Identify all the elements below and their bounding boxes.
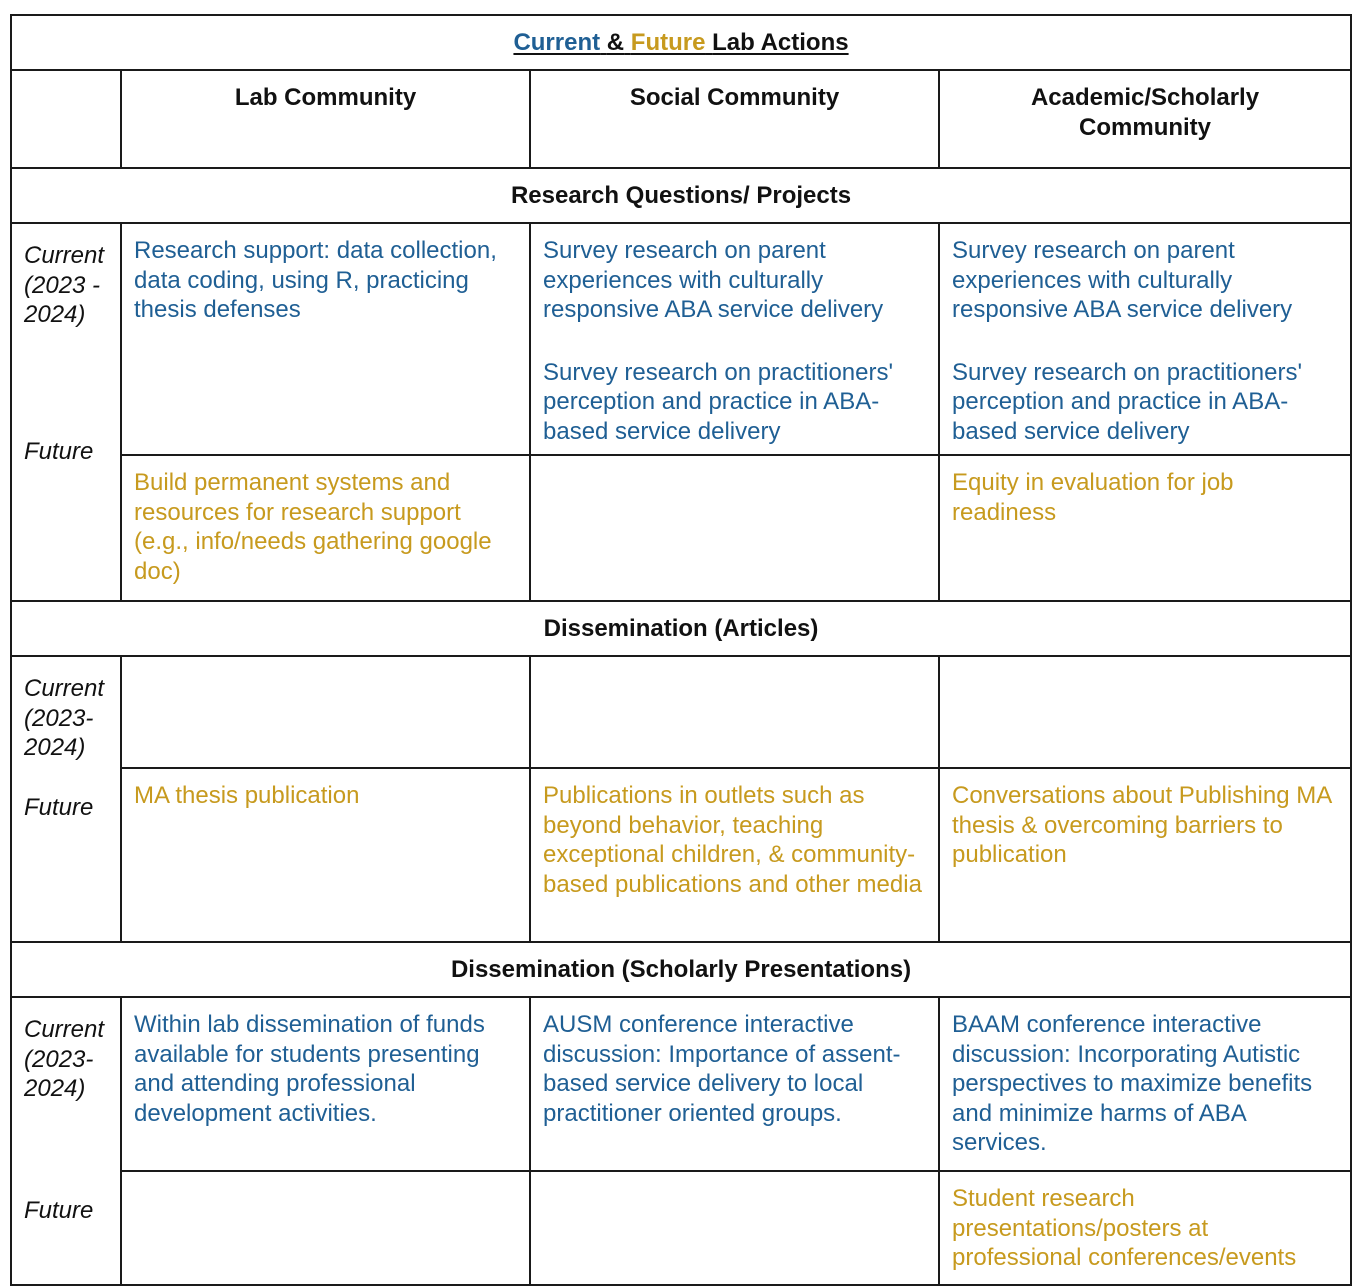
presentations-current-lab: Within lab dissemination of funds available for students presenting and attending professional development activities. bbox=[121, 997, 530, 1171]
articles-future-academic: Conversations about Publishing MA thesis & overcoming barriers to publication bbox=[939, 768, 1351, 942]
research-future-social bbox=[530, 455, 939, 601]
cell-text: Survey research on parent experiences with culturally responsive ABA service delivery bbox=[952, 237, 1293, 323]
table-title bbox=[513, 29, 848, 56]
section-heading-articles: Dissemination (Articles) bbox=[11, 601, 1351, 656]
row-label-current: Current (2023-2024) bbox=[24, 1016, 105, 1102]
research-current-social bbox=[530, 223, 939, 455]
presentations-current-social: AUSM conference interactive discussion: Importance of assent-based service delivery to local practitioner oriented groups. bbox=[530, 997, 939, 1171]
title-future-word: Future bbox=[630, 28, 706, 56]
cell-text: Research support: data collection, data coding, using R, practicing thesis defenses bbox=[134, 237, 497, 323]
articles-current-academic bbox=[939, 656, 1351, 768]
presentations-future-social bbox=[530, 1171, 939, 1285]
title-current-word: Current bbox=[513, 28, 601, 56]
cell-text: Survey research on practitioners' perception and practice in ABA-based service delivery bbox=[952, 358, 1303, 445]
research-future-academic: Equity in evaluation for job readiness bbox=[939, 455, 1351, 601]
section-heading-research: Research Questions/ Projects bbox=[11, 168, 1351, 223]
research-future-lab: Build permanent systems and resources for research support (e.g., info/needs gathering google doc) bbox=[121, 455, 530, 601]
title-ampersand: & bbox=[606, 28, 625, 56]
research-current-lab bbox=[121, 223, 530, 455]
row-label-articles bbox=[11, 656, 121, 942]
column-header-social: Social Community bbox=[530, 70, 939, 168]
row-label-current: Current (2023 - 2024) bbox=[24, 242, 105, 328]
corner-cell bbox=[11, 70, 121, 168]
lab-actions-table bbox=[10, 14, 1352, 1286]
articles-future-social: Publications in outlets such as beyond behavior, teaching exceptional children, & community-based publications and other media bbox=[530, 768, 939, 942]
cell-text: Survey research on practitioners' perception and practice in ABA-based service delivery bbox=[543, 358, 894, 445]
research-current-academic bbox=[939, 223, 1351, 455]
column-header-academic: Academic/Scholarly Community bbox=[939, 70, 1351, 168]
title-rest: Lab Actions bbox=[712, 28, 849, 56]
presentations-future-lab bbox=[121, 1171, 530, 1285]
cell-text: Survey research on parent experiences with culturally responsive ABA service delivery bbox=[543, 237, 884, 323]
table-title-cell bbox=[11, 15, 1351, 70]
row-label-research-current bbox=[11, 223, 121, 601]
row-label-future: Future bbox=[24, 1196, 94, 1224]
lab-actions-document bbox=[10, 14, 1350, 1286]
row-label-current: Current (2023-2024) bbox=[24, 675, 105, 761]
section-heading-presentations: Dissemination (Scholarly Presentations) bbox=[11, 942, 1351, 997]
column-header-lab: Lab Community bbox=[121, 70, 530, 168]
row-label-presentations bbox=[11, 997, 121, 1285]
articles-current-social bbox=[530, 656, 939, 768]
presentations-current-academic: BAAM conference interactive discussion: Incorporating Autistic perspectives to maximize benefits and minimize harms of ABA services. bbox=[939, 997, 1351, 1171]
articles-current-lab bbox=[121, 656, 530, 768]
presentations-future-academic: Student research presentations/posters at professional conferences/events bbox=[939, 1171, 1351, 1285]
row-label-future: Future bbox=[24, 437, 94, 465]
articles-future-lab: MA thesis publication bbox=[121, 768, 530, 942]
row-label-future: Future bbox=[24, 793, 94, 821]
